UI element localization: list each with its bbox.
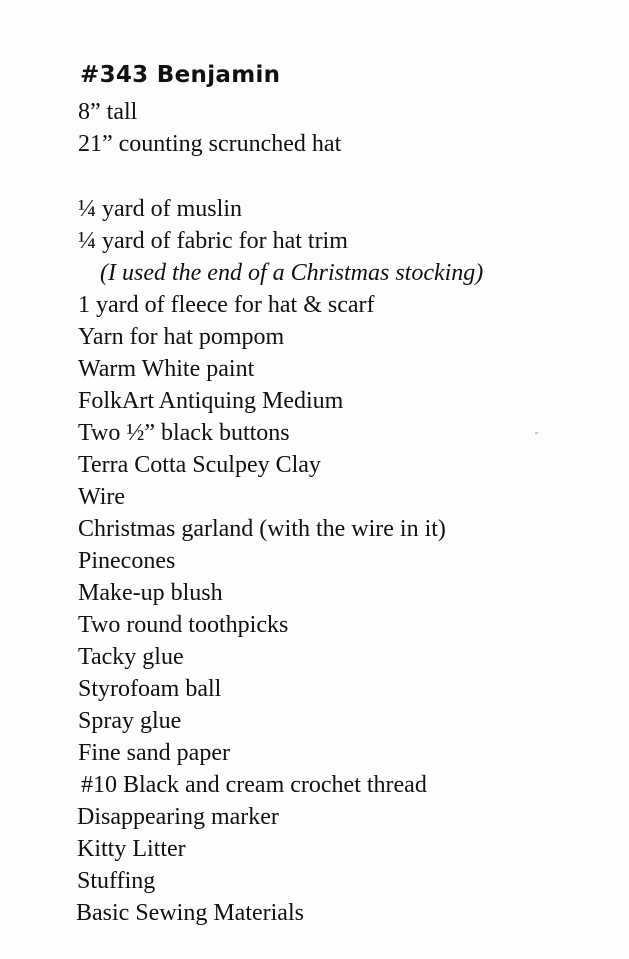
scan-speck xyxy=(535,432,538,434)
material-item: 1 yard of fleece for hat & scarf xyxy=(78,292,375,318)
material-item: Pinecones xyxy=(78,548,176,574)
material-item: Terra Cotta Sculpey Clay xyxy=(78,452,321,478)
size-height: 8” tall xyxy=(78,99,138,125)
material-item: #10 Black and cream crochet thread xyxy=(81,772,427,798)
material-item: Styrofoam ball xyxy=(78,676,222,702)
size-height-with-hat: 21” counting scrunched hat xyxy=(78,131,342,157)
material-item: Disappearing marker xyxy=(77,804,279,830)
material-item: Warm White paint xyxy=(78,356,255,382)
material-item: Christmas garland (with the wire in it) xyxy=(78,516,446,542)
material-item: Spray glue xyxy=(78,708,182,734)
material-item: Two ½” black buttons xyxy=(78,420,290,446)
material-item: Yarn for hat pompom xyxy=(78,324,285,350)
pattern-title: #343 Benjamin xyxy=(80,62,281,88)
material-item: Make-up blush xyxy=(78,580,223,606)
material-note: (I used the end of a Christmas stocking) xyxy=(100,260,484,286)
material-item: FolkArt Antiquing Medium xyxy=(78,388,344,414)
material-item: Basic Sewing Materials xyxy=(76,900,304,926)
material-item: ¼ yard of fabric for hat trim xyxy=(78,228,348,254)
material-item: ¼ yard of muslin xyxy=(78,196,242,222)
material-item: Stuffing xyxy=(77,868,156,894)
material-item: Kitty Litter xyxy=(77,836,186,862)
material-item: Fine sand paper xyxy=(78,740,230,766)
material-item: Wire xyxy=(78,484,126,510)
material-item: Tacky glue xyxy=(78,644,184,670)
material-item: Two round toothpicks xyxy=(78,612,289,638)
